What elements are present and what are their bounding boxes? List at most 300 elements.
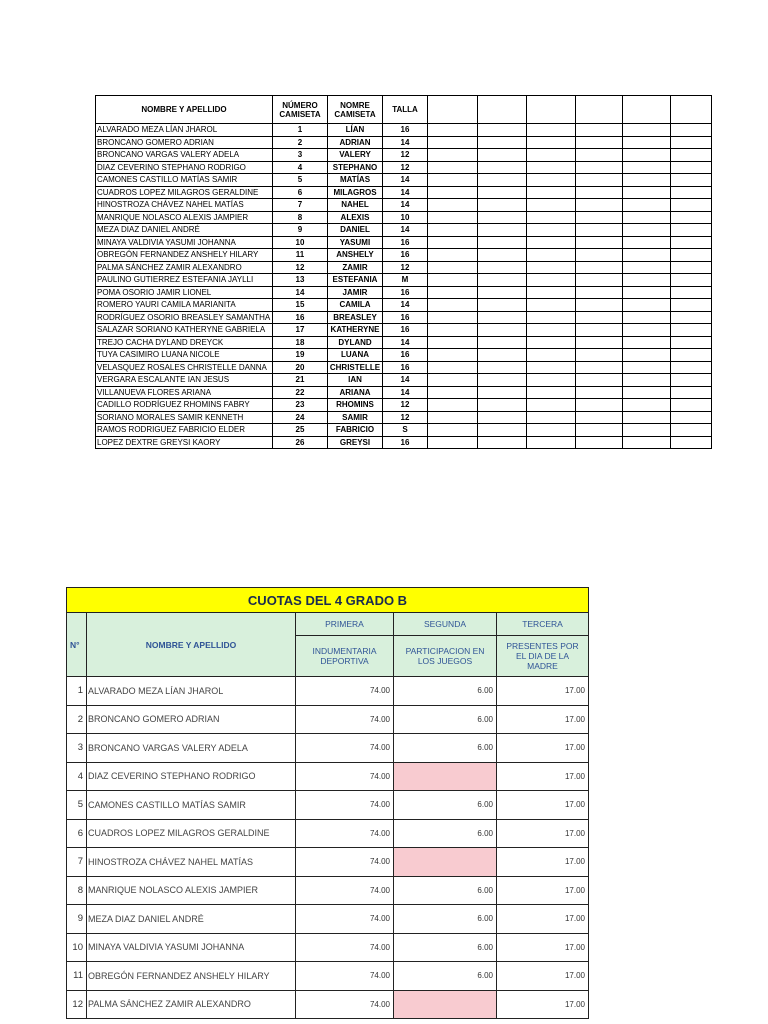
shirt-number: 10: [273, 236, 328, 249]
empty-cell: [428, 224, 478, 237]
student-name: PAULINO GUTIERREZ ESTEFANIA JAYLLI: [96, 274, 273, 287]
empty-cell: [576, 299, 623, 312]
empty-cell: [428, 161, 478, 174]
table-row: [96, 299, 712, 312]
fee-sportswear: 74.00: [296, 734, 394, 763]
empty-cell: [671, 211, 712, 224]
shirt-size: 16: [383, 349, 428, 362]
shirt-name: LÍAN: [328, 124, 383, 137]
shirt-size: M: [383, 274, 428, 287]
empty-cell: [623, 286, 671, 299]
fee-games: [394, 848, 497, 877]
empty-cell: [527, 274, 576, 287]
shirt-name: CAMILA: [328, 299, 383, 312]
student-name: BRONCANO GOMERO ADRIAN: [96, 136, 273, 149]
empty-cell: [478, 286, 527, 299]
empty-cell: [671, 374, 712, 387]
table-row: [67, 990, 589, 1019]
shirt-number: 13: [273, 274, 328, 287]
shirt-size: 16: [383, 324, 428, 337]
fee-mothers-day: 17.00: [497, 762, 589, 791]
table-row: [96, 186, 712, 199]
row-number: 10: [67, 933, 87, 962]
shirt-size: S: [383, 424, 428, 437]
empty-cell: [623, 399, 671, 412]
shirt-name: LUANA: [328, 349, 383, 362]
fee-sportswear: 74.00: [296, 791, 394, 820]
fee-mothers-day: 17.00: [497, 876, 589, 905]
empty-cell: [428, 411, 478, 424]
empty-cell: [671, 136, 712, 149]
shirt-number: 5: [273, 174, 328, 187]
empty-cell: [428, 361, 478, 374]
concept-mothers-day: PRESENTES POR EL DIA DE LA MADRE: [497, 636, 589, 677]
student-name: OBREGÓN FERNANDEZ ANSHELY HILARY: [96, 249, 273, 262]
table-row: [96, 286, 712, 299]
empty-cell: [478, 399, 527, 412]
empty-cell: [478, 324, 527, 337]
empty-cell: [478, 411, 527, 424]
empty-cell: [428, 286, 478, 299]
empty-cell: [576, 211, 623, 224]
empty-cell: [623, 236, 671, 249]
shirt-size: 12: [383, 261, 428, 274]
empty-cell: [623, 361, 671, 374]
table-row: [96, 436, 712, 449]
empty-cell: [478, 199, 527, 212]
fee-sportswear: 74.00: [296, 762, 394, 791]
empty-cell: [527, 386, 576, 399]
shirt-size: 14: [383, 374, 428, 387]
shirt-name: RHOMINS: [328, 399, 383, 412]
empty-cell: [623, 211, 671, 224]
student-name: BRONCANO GOMERO ADRIAN: [87, 705, 296, 734]
empty-cell: [527, 174, 576, 187]
empty-cell: [623, 274, 671, 287]
shirt-number: 16: [273, 311, 328, 324]
empty-cell: [428, 261, 478, 274]
empty-cell: [428, 211, 478, 224]
empty-cell: [428, 124, 478, 137]
fee-mothers-day: 17.00: [497, 677, 589, 706]
empty-cell: [478, 436, 527, 449]
student-name: MEZA DIAZ DANIEL ANDRÉ: [87, 905, 296, 934]
empty-cell: [478, 361, 527, 374]
empty-cell: [671, 149, 712, 162]
student-name: DIAZ CEVERINO STEPHANO RODRIGO: [96, 161, 273, 174]
empty-cell: [576, 361, 623, 374]
empty-cell: [671, 411, 712, 424]
empty-cell: [623, 374, 671, 387]
shirt-number: 15: [273, 299, 328, 312]
student-name: LOPEZ DEXTRE GREYSI KAORY: [96, 436, 273, 449]
empty-cell: [428, 174, 478, 187]
fee-games: 6.00: [394, 962, 497, 991]
table-row: [96, 149, 712, 162]
shirt-size: 14: [383, 299, 428, 312]
shirt-number: 19: [273, 349, 328, 362]
student-name: CUADROS LOPEZ MILAGROS GERALDINE: [87, 819, 296, 848]
shirt-number: 26: [273, 436, 328, 449]
shirt-number: 3: [273, 149, 328, 162]
student-name: MINAYA VALDIVIA YASUMI JOHANNA: [96, 236, 273, 249]
shirt-size: 12: [383, 411, 428, 424]
fees-period-row: [67, 613, 589, 636]
table-row: [67, 933, 589, 962]
empty-cell: [527, 124, 576, 137]
empty-cell: [428, 311, 478, 324]
shirt-name: CHRISTELLE: [328, 361, 383, 374]
shirt-number: 20: [273, 361, 328, 374]
fee-games: 6.00: [394, 791, 497, 820]
empty-cell: [576, 336, 623, 349]
empty-cell: [527, 136, 576, 149]
table-row: [96, 174, 712, 187]
empty-cell: [623, 299, 671, 312]
fee-mothers-day: 17.00: [497, 734, 589, 763]
empty-cell: [671, 236, 712, 249]
empty-cell: [623, 124, 671, 137]
fees-title-row: [67, 588, 589, 613]
empty-cell: [527, 236, 576, 249]
student-name: VILLANUEVA FLORES ARIANA: [96, 386, 273, 399]
empty-cell: [671, 424, 712, 437]
empty-cell: [623, 386, 671, 399]
shirt-size: 14: [383, 386, 428, 399]
empty-cell: [527, 311, 576, 324]
empty-cell: [576, 136, 623, 149]
empty-cell: [428, 399, 478, 412]
fee-games: [394, 762, 497, 791]
shirt-name: ESTEFANIA: [328, 274, 383, 287]
student-name: SORIANO MORALES SAMIR KENNETH: [96, 411, 273, 424]
empty-cell: [428, 149, 478, 162]
empty-cell: [671, 399, 712, 412]
table-row: [96, 124, 712, 137]
table-row: [96, 249, 712, 262]
period-first: PRIMERA: [296, 613, 394, 636]
empty-cell: [527, 336, 576, 349]
empty-cell: [478, 249, 527, 262]
empty-cell: [671, 199, 712, 212]
table-row: [96, 324, 712, 337]
shirt-name: STEPHANO: [328, 161, 383, 174]
empty-cell: [623, 136, 671, 149]
shirt-size: 12: [383, 399, 428, 412]
student-name: CAMONES CASTILLO MATÍAS SAMIR: [87, 791, 296, 820]
student-name: CAMONES CASTILLO MATÍAS SAMIR: [96, 174, 273, 187]
empty-cell: [671, 124, 712, 137]
empty-cell: [478, 186, 527, 199]
table-row: [96, 386, 712, 399]
empty-cell: [478, 386, 527, 399]
student-name: HINOSTROZA CHÁVEZ NAHEL MATÍAS: [87, 848, 296, 877]
row-number: 6: [67, 819, 87, 848]
fee-mothers-day: 17.00: [497, 905, 589, 934]
shirt-list-header-row: [96, 96, 712, 124]
empty-cell: [671, 261, 712, 274]
table-row: [96, 336, 712, 349]
empty-cell: [478, 174, 527, 187]
empty-cell: [478, 261, 527, 274]
shirt-number: 8: [273, 211, 328, 224]
empty-cell: [428, 136, 478, 149]
period-third: TERCERA: [497, 613, 589, 636]
shirt-name: ADRIAN: [328, 136, 383, 149]
empty-cell: [576, 411, 623, 424]
empty-cell: [428, 199, 478, 212]
empty-cell: [576, 436, 623, 449]
period-second: SEGUNDA: [394, 613, 497, 636]
empty-cell: [527, 96, 576, 124]
empty-cell: [527, 361, 576, 374]
shirt-size: 16: [383, 361, 428, 374]
table-row: [96, 361, 712, 374]
student-name: HINOSTROZA CHÁVEZ NAHEL MATÍAS: [96, 199, 273, 212]
shirt-number: 9: [273, 224, 328, 237]
empty-cell: [623, 424, 671, 437]
table-row: [67, 962, 589, 991]
empty-cell: [576, 311, 623, 324]
shirt-number: 14: [273, 286, 328, 299]
student-name: MANRIQUE NOLASCO ALEXIS JAMPIER: [87, 876, 296, 905]
empty-cell: [623, 224, 671, 237]
shirt-number: 25: [273, 424, 328, 437]
student-name: MINAYA VALDIVIA YASUMI JOHANNA: [87, 933, 296, 962]
fee-mothers-day: 17.00: [497, 705, 589, 734]
empty-cell: [671, 286, 712, 299]
empty-cell: [576, 374, 623, 387]
empty-cell: [478, 224, 527, 237]
table-row: [96, 236, 712, 249]
shirt-size: 16: [383, 236, 428, 249]
empty-cell: [671, 274, 712, 287]
shirt-size: 16: [383, 286, 428, 299]
table-row: [96, 424, 712, 437]
shirt-list-table: [95, 95, 712, 449]
header-shirt-number: NÚMERO CAMISETA: [273, 96, 328, 124]
empty-cell: [576, 174, 623, 187]
table-row: [67, 762, 589, 791]
empty-cell: [671, 436, 712, 449]
student-name: PALMA SÁNCHEZ ZAMIR ALEXANDRO: [96, 261, 273, 274]
shirt-size: 16: [383, 249, 428, 262]
concept-games: PARTICIPACION EN LOS JUEGOS: [394, 636, 497, 677]
shirt-size: 12: [383, 149, 428, 162]
empty-cell: [478, 161, 527, 174]
shirt-number: 7: [273, 199, 328, 212]
row-number: 7: [67, 848, 87, 877]
empty-cell: [527, 299, 576, 312]
table-row: [67, 791, 589, 820]
empty-cell: [478, 311, 527, 324]
shirt-size: 14: [383, 224, 428, 237]
fee-sportswear: 74.00: [296, 905, 394, 934]
empty-cell: [576, 236, 623, 249]
shirt-name: FABRICIO: [328, 424, 383, 437]
empty-cell: [671, 96, 712, 124]
empty-cell: [428, 374, 478, 387]
empty-cell: [671, 311, 712, 324]
shirt-list-body: [96, 96, 712, 449]
empty-cell: [671, 249, 712, 262]
empty-cell: [527, 436, 576, 449]
empty-cell: [671, 386, 712, 399]
empty-cell: [428, 186, 478, 199]
empty-cell: [576, 286, 623, 299]
empty-cell: [478, 96, 527, 124]
empty-cell: [576, 124, 623, 137]
empty-cell: [623, 199, 671, 212]
empty-cell: [623, 174, 671, 187]
empty-cell: [576, 249, 623, 262]
shirt-name: YASUMI: [328, 236, 383, 249]
student-name: ALVARADO MEZA LÍAN JHAROL: [87, 677, 296, 706]
fee-mothers-day: 17.00: [497, 990, 589, 1019]
shirt-size: 14: [383, 336, 428, 349]
empty-cell: [576, 399, 623, 412]
row-number: 8: [67, 876, 87, 905]
student-name: TREJO CACHA DYLAND DREYCK: [96, 336, 273, 349]
table-row: [96, 374, 712, 387]
fee-mothers-day: 17.00: [497, 848, 589, 877]
student-name: PALMA SÁNCHEZ ZAMIR ALEXANDRO: [87, 990, 296, 1019]
header-shirt-name: NOMRE CAMISETA: [328, 96, 383, 124]
empty-cell: [478, 424, 527, 437]
fees-body: [67, 588, 589, 1019]
table-row: [67, 848, 589, 877]
shirt-name: NAHEL: [328, 199, 383, 212]
table-row: [96, 349, 712, 362]
fee-sportswear: 74.00: [296, 933, 394, 962]
fee-sportswear: 74.00: [296, 990, 394, 1019]
row-number: 12: [67, 990, 87, 1019]
shirt-number: 22: [273, 386, 328, 399]
row-number: 9: [67, 905, 87, 934]
shirt-number: 12: [273, 261, 328, 274]
empty-cell: [527, 149, 576, 162]
shirt-number: 4: [273, 161, 328, 174]
empty-cell: [576, 324, 623, 337]
empty-cell: [623, 261, 671, 274]
shirt-size: 14: [383, 174, 428, 187]
student-name: CADILLO RODRÍGUEZ RHOMINS FABRY: [96, 399, 273, 412]
empty-cell: [671, 324, 712, 337]
shirt-name: SAMIR: [328, 411, 383, 424]
empty-cell: [428, 274, 478, 287]
table-row: [96, 199, 712, 212]
empty-cell: [428, 386, 478, 399]
empty-cell: [428, 436, 478, 449]
fee-games: 6.00: [394, 705, 497, 734]
empty-cell: [671, 224, 712, 237]
table-row: [96, 136, 712, 149]
fees-table: [66, 587, 589, 1019]
shirt-number: 11: [273, 249, 328, 262]
fee-sportswear: 74.00: [296, 677, 394, 706]
shirt-name: ALEXIS: [328, 211, 383, 224]
empty-cell: [623, 411, 671, 424]
table-row: [96, 161, 712, 174]
empty-cell: [527, 374, 576, 387]
table-row: [96, 224, 712, 237]
shirt-size: 10: [383, 211, 428, 224]
empty-cell: [428, 324, 478, 337]
empty-cell: [478, 124, 527, 137]
student-name: ROMERO YAURI CAMILA MARIANITA: [96, 299, 273, 312]
empty-cell: [576, 149, 623, 162]
fee-games: 6.00: [394, 933, 497, 962]
fee-games: 6.00: [394, 819, 497, 848]
empty-cell: [576, 424, 623, 437]
empty-cell: [576, 96, 623, 124]
student-name: ALVARADO MEZA LÍAN JHAROL: [96, 124, 273, 137]
fee-mothers-day: 17.00: [497, 962, 589, 991]
empty-cell: [671, 299, 712, 312]
shirt-name: DYLAND: [328, 336, 383, 349]
row-number: 11: [67, 962, 87, 991]
empty-cell: [428, 299, 478, 312]
table-row: [67, 734, 589, 763]
empty-cell: [428, 424, 478, 437]
empty-cell: [478, 374, 527, 387]
empty-cell: [671, 161, 712, 174]
table-row: [96, 261, 712, 274]
fee-sportswear: 74.00: [296, 876, 394, 905]
table-row: [67, 905, 589, 934]
empty-cell: [623, 349, 671, 362]
shirt-number: 18: [273, 336, 328, 349]
empty-cell: [527, 199, 576, 212]
empty-cell: [527, 249, 576, 262]
empty-cell: [527, 224, 576, 237]
empty-cell: [428, 336, 478, 349]
shirt-number: 6: [273, 186, 328, 199]
empty-cell: [527, 399, 576, 412]
shirt-name: ANSHELY: [328, 249, 383, 262]
fee-sportswear: 74.00: [296, 962, 394, 991]
empty-cell: [623, 96, 671, 124]
table-row: [96, 399, 712, 412]
shirt-size: 14: [383, 199, 428, 212]
empty-cell: [623, 311, 671, 324]
empty-cell: [478, 336, 527, 349]
empty-cell: [478, 349, 527, 362]
empty-cell: [428, 236, 478, 249]
shirt-name: BREASLEY: [328, 311, 383, 324]
empty-cell: [671, 361, 712, 374]
shirt-number: 24: [273, 411, 328, 424]
shirt-size: 16: [383, 124, 428, 137]
empty-cell: [576, 349, 623, 362]
empty-cell: [478, 136, 527, 149]
empty-cell: [576, 224, 623, 237]
fee-games: 6.00: [394, 905, 497, 934]
empty-cell: [527, 411, 576, 424]
shirt-size: 14: [383, 186, 428, 199]
table-row: [67, 705, 589, 734]
table-row: [67, 819, 589, 848]
empty-cell: [527, 211, 576, 224]
table-row: [96, 411, 712, 424]
empty-cell: [527, 349, 576, 362]
concept-sportswear: INDUMENTARIA DEPORTIVA: [296, 636, 394, 677]
shirt-size: 16: [383, 436, 428, 449]
shirt-name: VALERY: [328, 149, 383, 162]
student-name: BRONCANO VARGAS VALERY ADELA: [96, 149, 273, 162]
student-name: TUYA CASIMIRO LUANA NICOLE: [96, 349, 273, 362]
fee-games: 6.00: [394, 677, 497, 706]
